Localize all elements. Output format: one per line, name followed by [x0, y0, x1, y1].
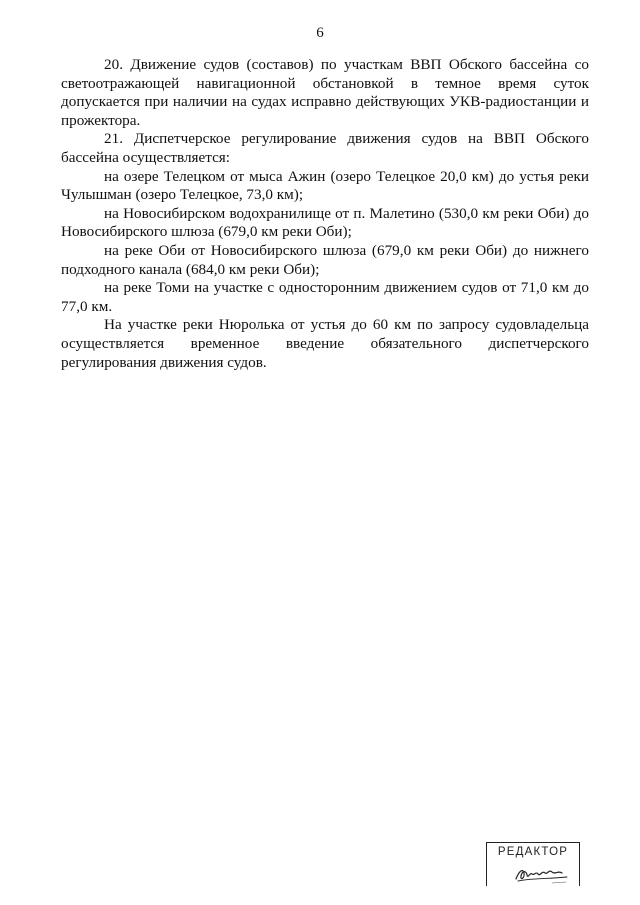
paragraph-tom-river: на реке Томи на участке с односторонним движением судов от 71,0 км до 77,0 км. — [61, 279, 589, 315]
paragraph-teletskoye-lake: на озере Телецком от мыса Ажин (озеро Телецкое 20,0 км) до устья реки Чулышман (озеро Телецкое, 73,0 км); — [61, 167, 589, 204]
paragraph-nyurolka-river: На участке реки Нюролька от устья до 60 км по запросу судовладельца осуществляется временное введение обязательного диспетчерского регулирования движения судов. — [61, 316, 589, 371]
paragraph-21: 21. Диспетчерское регулирование движения судов на ВВП Обского бассейна осуществляется: — [61, 130, 589, 166]
stamp-label: РЕДАКТОР — [497, 846, 569, 858]
document-body — [61, 56, 589, 372]
editor-stamp — [486, 842, 580, 887]
signature-icon — [512, 862, 572, 886]
page-number: 6 — [316, 25, 324, 41]
paragraph-ob-river: на реке Оби от Новосибирского шлюза (679,0 км реки Оби) до нижнего подходного канала (684,0 км реки Оби); — [61, 241, 589, 278]
paragraph-20: 20. Движение судов (составов) по участкам ВВП Обского бассейна со светоотражающей навигационной обстановкой в темное время суток допускается при наличии на судах исправно действующих УКВ-радиостанции и прожектора. — [61, 56, 589, 129]
paragraph-novosibirsk-reservoir: на Новосибирском водохранилище от п. Малетино (530,0 км реки Оби) до Новосибирского шлюза (679,0 км реки Оби); — [61, 204, 589, 241]
